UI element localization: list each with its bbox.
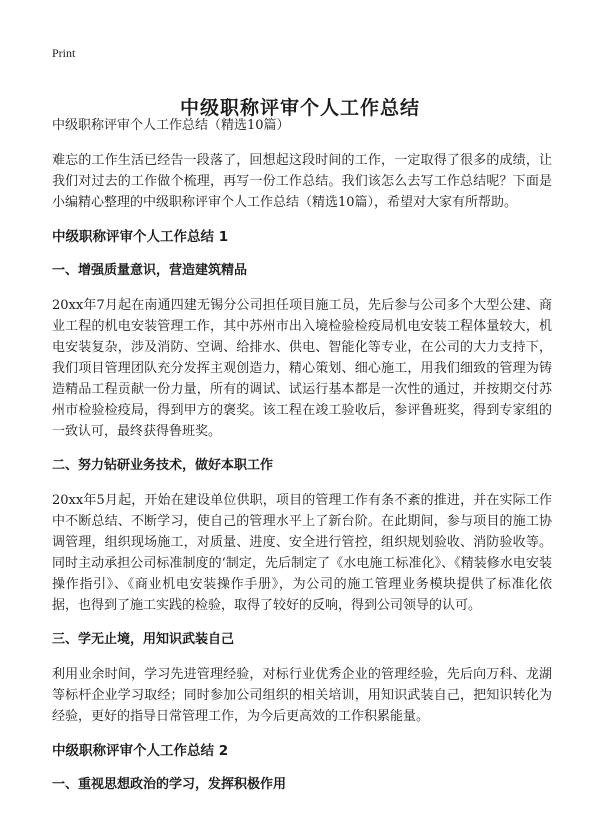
section-1-subheading-3: 三、学无止境，用知识武装自己 (52, 632, 235, 647)
section-2-subheading-1: 一、重视思想政治的学习，发挥积极作用 (52, 777, 287, 792)
section-1-subheading-1: 一、增强质量意识，营造建筑精品 (52, 263, 248, 278)
section-1-paragraph-1: 20xx年7月起在南通四建无锡分公司担任项目施工员，先后参与公司多个大型公建、商业工程的机电安装管理工作，其中苏州市出入境检验检疫局机电安装工程体量较大，机电安装复杂，涉及消防、空调、给排水、供电、智能化等专业，在公司的大力支持下，我们项目管理团队充分发挥主观创造力，精心策划、细心施工，用我们细致的管理为铸造精品工程贡献一份力量，所有的调试、试运行基本都是一次性的通过，并按期交付苏州市检验检疫局，得到甲方的褒奖。该工程在竣工验收后，参评鲁班奖，得到专家组的一致认可，最终获得鲁班奖。 (52, 298, 552, 439)
section-1-heading: 中级职称评审个人工作总结 1 (52, 229, 229, 245)
document-subtitle: 中级职称评审个人工作总结（精选10篇） (52, 118, 290, 133)
section-1-paragraph-3: 利用业余时间，学习先进管理经验，对标行业优秀企业的管理经验，先后向万科、龙湖等标杆企业学习取经；同时参加公司组织的相关培训，用知识武装自己，把知识转化为经验，更好的指导日常管理工作，为今后更高效的工作积累能量。 (52, 667, 552, 724)
print-label: Print (52, 46, 76, 60)
section-2-heading: 中级职称评审个人工作总结 2 (52, 743, 229, 759)
document-content (52, 116, 552, 809)
intro-paragraph: 难忘的工作生活已经告一段落了，回想起这段时间的工作，一定取得了很多的成绩，让我们对过去的工作做个梳理，再写一份工作总结。我们该怎么去写工作总结呢？下面是小编精心整理的中级职称评审个人工作总结（精选10篇），希望对大家有所帮助。 (52, 153, 552, 210)
document-title: 中级职称评审个人工作总结 (179, 96, 420, 119)
section-1-subheading-2: 二、努力钻研业务技术，做好本职工作 (52, 458, 274, 473)
section-1-paragraph-2: 20xx年5月起，开始在建设单位供职，项目的管理工作有条不紊的推进，并在实际工作中不断总结、不断学习，使自己的管理水平上了新台阶。在此期间，参与项目的施工协调管理，组织现场施工，对质量、进度、安全进行管控，组织规划验收、消防验收等。同时主动承担公司标准制度的‘制定，先后制定了《水电施工标准化》、《精装修水电安装操作指引》、《商业机电安装操作手册》，为公司的施工管理业务模块提供了标准化依据，也得到了施工实践的检验，取得了较好的反响，得到公司领导的认可。 (52, 493, 552, 613)
